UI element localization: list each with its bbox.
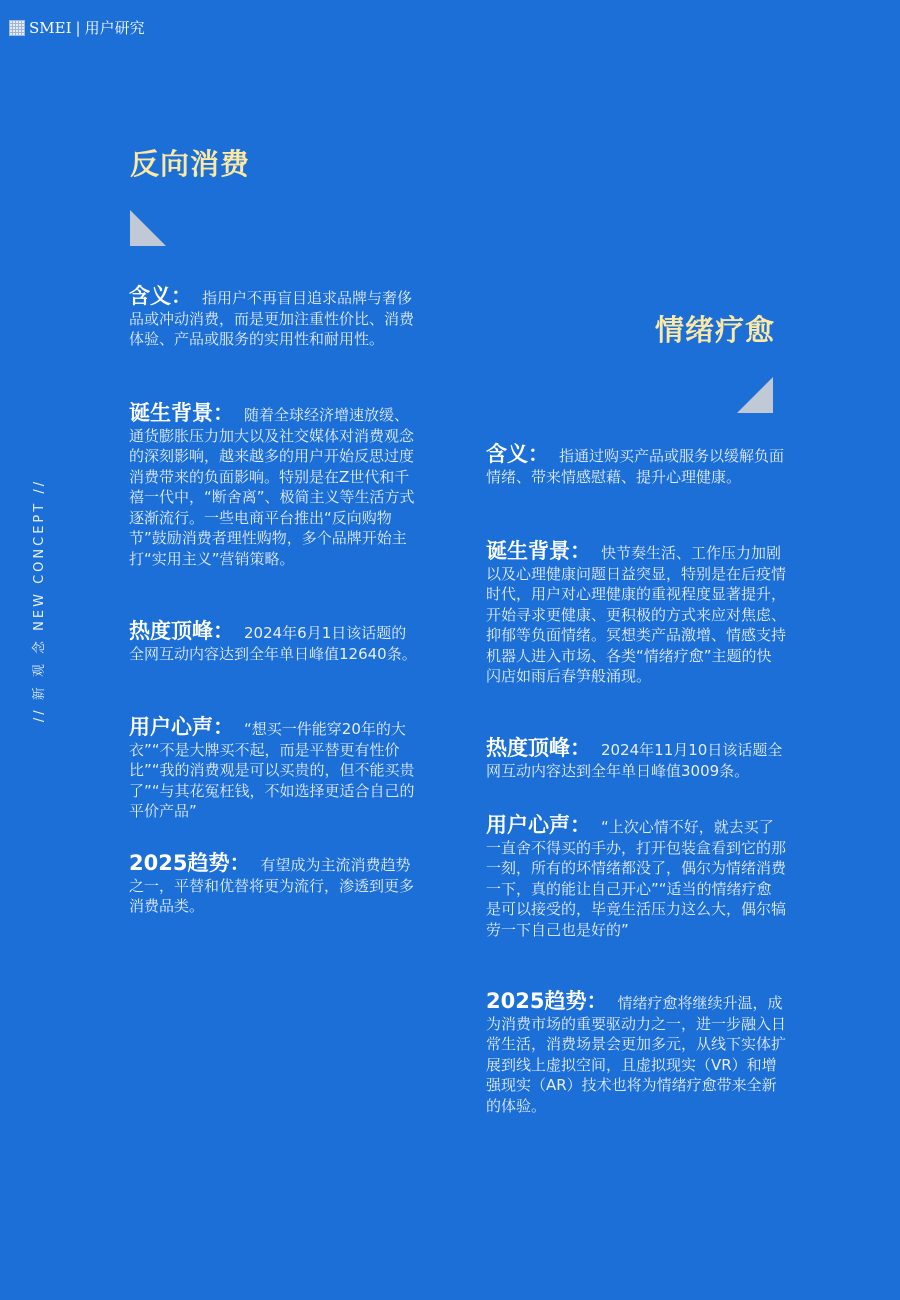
section-text: 随着全球经济增速放缓、通货膨胀压力加大以及社交媒体对消费观念的深刻影响，越来越多的用户开始反思过度消费带来的负面影响。特别是在Z世代和千禧一代中，“断舍离”、极简主义等生活方式逐渐流行。一些电商平台推出“反向购物节”鼓励消费者理性购物，多个品牌开始主打“实用主义”营销策略。 [129,406,415,568]
brand-name: SMEI [29,18,72,37]
left-section-background [129,403,419,569]
section-text: “想买一件能穿20年的大衣”“不是大牌买不起，而是平替更有性价比”“我的消费观是可以买贵的，但不能买贵了”“与其花冤枉钱，不如选择更适合自己的平价产品” [129,720,415,820]
right-section-voices [486,815,786,940]
section-text: 快节奏生活、工作压力加剧以及心理健康问题日益突显，特别是在后疫情时代，用户对心理健康的重视程度显著提升，开始寻求更健康、更积极的方式来应对焦虑、抑郁等负面情绪。冥想类产品激增、情感支持机器人进入市场、各类“情绪疗愈”主题的快闪店如雨后春笋般涌现。 [486,544,787,685]
left-triangle-decoration [130,210,166,246]
section-text: 2024年11月10日该话题全网互动内容达到全年单日峰值3009条。 [486,741,783,780]
section-label: 热度顶峰： [486,736,591,760]
section-label: 2025趋势： [486,989,608,1013]
side-label-text: // 新 观 念 NEW CONCEPT // [32,478,48,722]
section-label: 含义： [129,284,192,308]
right-section-peak [486,738,786,781]
left-title: 反向消费 [130,147,251,181]
section-text: 指通过购买产品或服务以缓解负面情绪、带来情感慰藉、提升心理健康。 [486,447,785,486]
section-label: 含义： [486,442,549,466]
section-label: 2025趋势： [129,851,251,875]
left-section-voices [129,717,419,822]
header-section: 用户研究 [84,19,145,37]
section-label: 热度顶峰： [129,619,234,643]
header-separator: | [75,18,81,37]
left-section-trend [129,853,419,917]
side-label [28,450,48,750]
header [9,17,145,38]
left-section-meaning [129,286,419,350]
left-section-peak [129,621,419,664]
right-title: 情绪疗愈 [655,313,776,347]
section-label: 诞生背景： [129,401,234,425]
section-text: 情绪疗愈将继续升温，成为消费市场的重要驱动力之一，进一步融入日常生活，消费场景会更加多元，从线下实体扩展到线上虚拟空间，且虚拟现实（VR）和增强现实（AR）技术也将为情绪疗愈带来全新的体验。 [486,994,787,1115]
section-text: 指用户不再盲目追求品牌与奢侈品或冲动消费，而是更加注重性价比、消费体验、产品或服务的实用性和耐用性。 [129,289,415,348]
right-section-trend [486,991,786,1116]
logo-icon [9,20,25,36]
right-section-background [486,541,786,687]
section-label: 用户心声： [486,813,591,837]
section-text: 2024年6月1日该话题的全网互动内容达到全年单日峰值12640条。 [129,624,417,663]
right-section-meaning [486,444,786,487]
section-label: 用户心声： [129,715,234,739]
right-triangle-decoration [737,377,773,413]
section-text: 有望成为主流消费趋势之一，平替和优替将更为流行，渗透到更多消费品类。 [129,856,415,915]
section-label: 诞生背景： [486,539,591,563]
section-text: “上次心情不好，就去买了一直舍不得买的手办，打开包装盒看到它的那一刻，所有的坏情绪都没了，偶尔为情绪消费一下，真的能让自己开心”“适当的情绪疗愈是可以接受的，毕竟生活压力这么大，偶尔犒劳一下自己也是好的” [486,818,787,939]
